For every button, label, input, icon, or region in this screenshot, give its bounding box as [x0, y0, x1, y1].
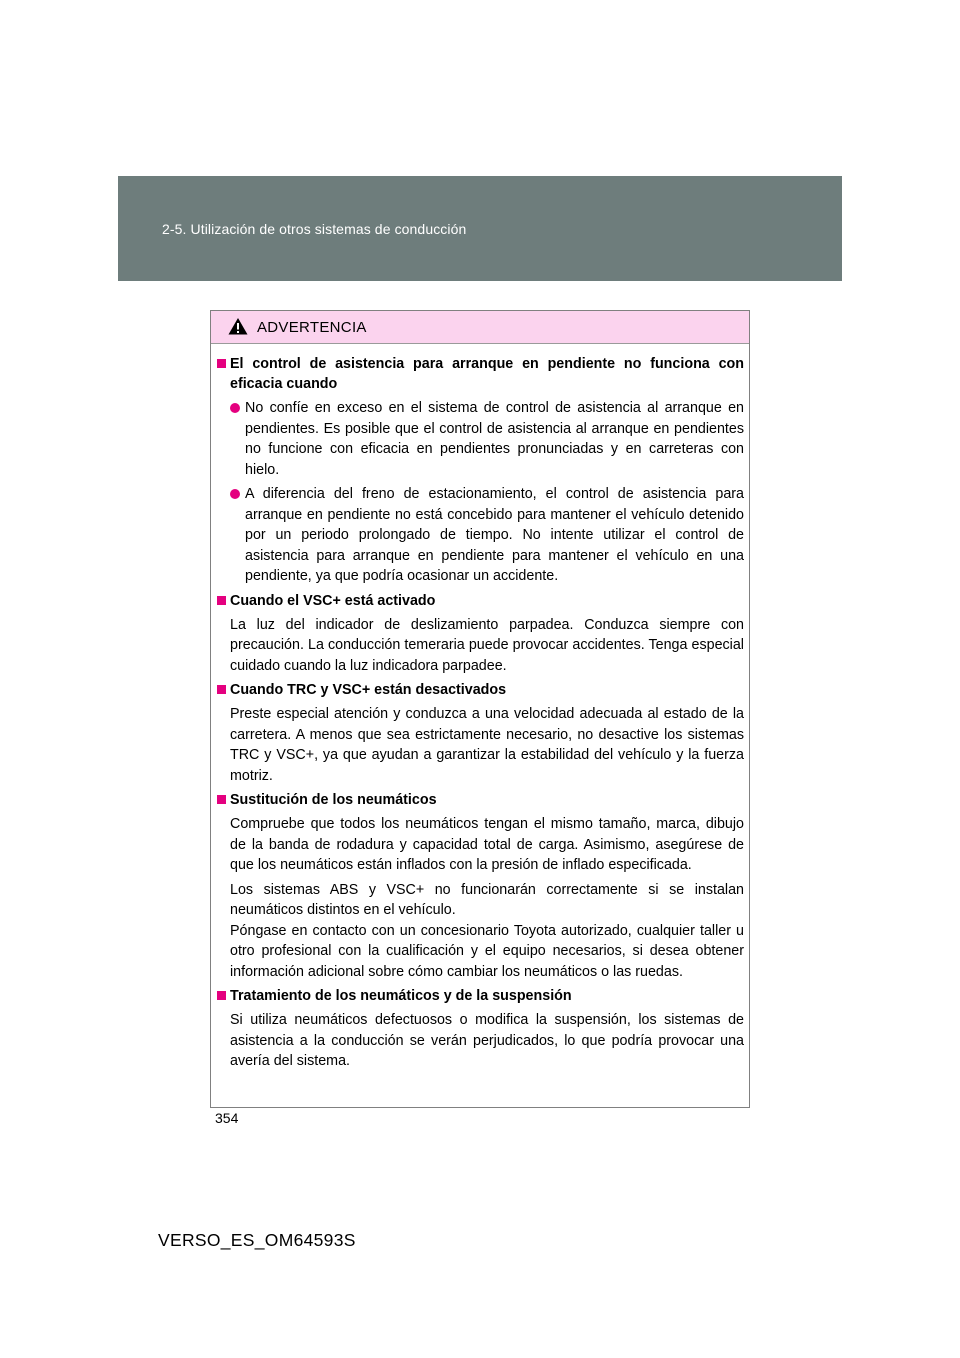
square-bullet-icon: [217, 795, 226, 804]
item-heading: Cuando el VSC+ está activado: [217, 591, 744, 611]
warning-body: [211, 344, 749, 1072]
sub-bullet: No confíe en exceso en el sistema de control de asistencia al arranque en pendientes. Es posible que el control de asistencia al arranque en pendientes no funcione con eficacia en pendientes pronunciadas y en carreteras con hielo.: [230, 398, 744, 480]
warning-header: [211, 311, 749, 344]
item-paragraph: La luz del indicador de deslizamiento parpadea. Conduzca siempre con precaución. La conducción temeraria puede provocar accidentes. Tenga especial cuidado cuando la luz indicadora parpadee.: [230, 616, 744, 674]
warning-item: [217, 354, 744, 587]
item-paragraph: Los sistemas ABS y VSC+ no funcionarán correctamente si se instalan neumáticos distintos en el vehículo.: [230, 881, 744, 918]
square-bullet-icon: [217, 596, 226, 605]
document-code: VERSO_ES_OM64593S: [158, 1230, 356, 1250]
sub-bullet: A diferencia del freno de estacionamiento, el control de asistencia para arranque en pendiente no está concebido para mantener el vehículo detenido por un periodo prolongado de tiempo. No intente utilizar el control de asistencia para arranque en pendiente para mantener el vehículo en una pendiente, ya que podría ocasionar un accidente.: [230, 484, 744, 587]
warning-item: [217, 790, 744, 982]
section-title: 2-5. Utilización de otros sistemas de conducción: [162, 221, 467, 237]
circle-bullet-icon: [230, 489, 240, 499]
warning-box: [210, 310, 750, 1108]
item-paragraph: Preste especial atención y conduzca a una velocidad adecuada al estado de la carretera. A menos que sea estrictamente necesario, no desactive los sistemas TRC y VSC+, ya que ayudan a garantizar la estabilidad del vehículo y la fuerza motriz.: [230, 706, 744, 784]
item-heading: Cuando TRC y VSC+ están desactivados: [217, 680, 744, 700]
warning-triangle-icon: [228, 317, 248, 335]
item-heading: Tratamiento de los neumáticos y de la suspensión: [217, 986, 744, 1006]
warning-item: [217, 680, 744, 786]
warning-item: [217, 591, 744, 677]
item-heading: El control de asistencia para arranque en pendiente no funciona con eficacia cuando: [217, 354, 744, 394]
warning-title: ADVERTENCIA: [257, 318, 367, 336]
item-paragraph: Póngase en contacto con un concesionario Toyota autorizado, cualquier taller u otro profesional con la cualificación y el equipo necesarios, si desea obtener información adicional sobre cómo cambiar los neumáticos o las ruedas.: [230, 922, 744, 980]
circle-bullet-icon: [230, 403, 240, 413]
square-bullet-icon: [217, 359, 226, 368]
item-paragraph: Si utiliza neumáticos defectuosos o modifica la suspensión, los sistemas de asistencia a la conducción se verán perjudicados, lo que podría provocar una avería del sistema.: [230, 1012, 744, 1069]
warning-item: [217, 986, 744, 1072]
square-bullet-icon: [217, 991, 226, 1000]
square-bullet-icon: [217, 685, 226, 694]
page-number: 354: [215, 1110, 239, 1126]
item-heading: Sustitución de los neumáticos: [217, 790, 744, 810]
item-paragraph: Compruebe que todos los neumáticos tengan el mismo tamaño, marca, dibujo de la banda de rodadura y capacidad total de carga. Asimismo, asegúrese de que los neumáticos están inflados con la presión de inflado especificada.: [230, 816, 744, 873]
